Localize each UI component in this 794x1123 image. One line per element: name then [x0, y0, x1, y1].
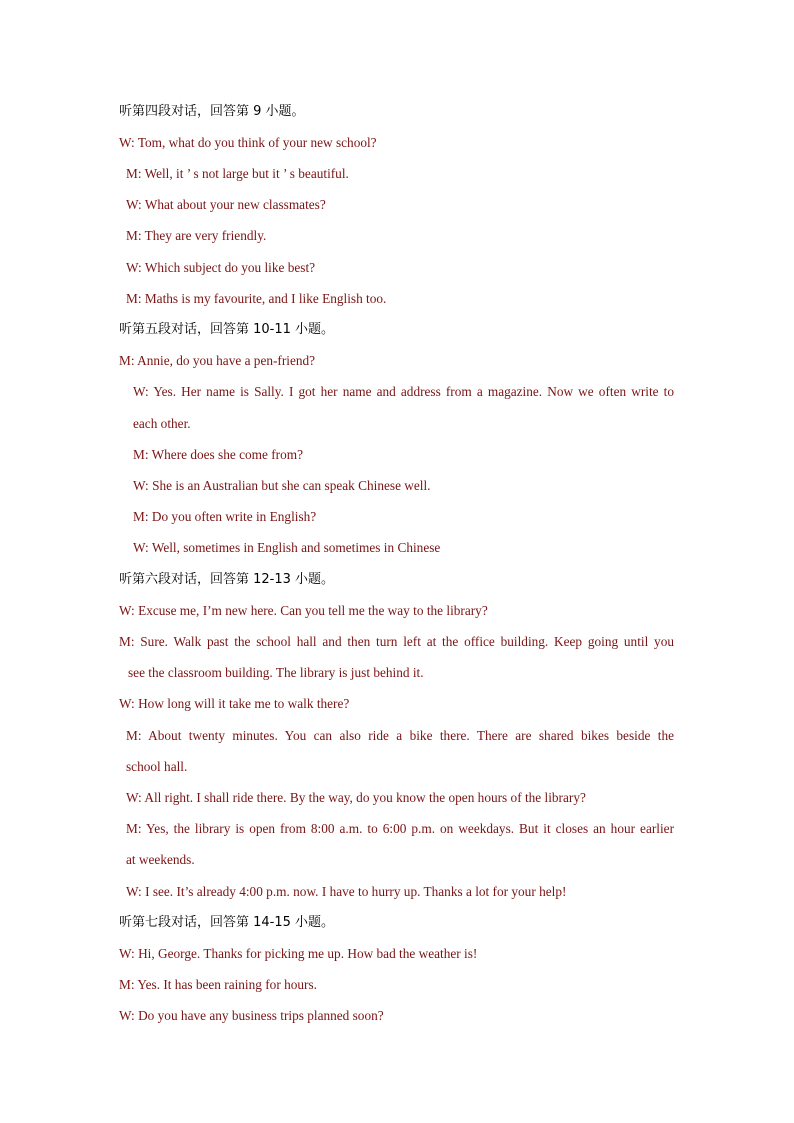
dialogue-line: school hall. [126, 759, 188, 774]
dialogue-line: M: Where does she come from? [133, 447, 303, 462]
dialogue-line: M: Well, it ’ s not large but it ’ s beautiful. [126, 166, 349, 181]
dialogue-line: M: Do you often write in English? [133, 509, 317, 524]
section-heading: 听第六段对话，回答第 12-13 小题。 [119, 572, 335, 587]
section-heading: 听第七段对话，回答第 14-15 小题。 [119, 915, 335, 930]
dialogue-line: M: About twenty minutes. You can also ride a bike there. There are shared bikes beside the [126, 728, 674, 743]
dialogue-line: see the classroom building. The library is just behind it. [128, 665, 424, 680]
dialogue-line: W: Excuse me, I’m new here. Can you tell me the way to the library? [119, 603, 488, 618]
dialogue-line: W: Do you have any business trips planned soon? [119, 1008, 384, 1023]
dialogue-line: M: They are very friendly. [126, 228, 267, 243]
dialogue-line: M: Annie, do you have a pen-friend? [119, 353, 316, 368]
dialogue-line: W: Well, sometimes in English and sometimes in Chinese [133, 540, 441, 555]
dialogue-line: M: Sure. Walk past the school hall and then turn left at the office building. Keep going until you [119, 634, 674, 649]
dialogue-line: W: She is an Australian but she can speak Chinese well. [133, 478, 431, 493]
dialogue-line: each other. [133, 416, 191, 431]
dialogue-line: at weekends. [126, 852, 195, 867]
dialogue-line: W: I see. It’s already 4:00 p.m. now. I have to hurry up. Thanks a lot for your help! [126, 884, 567, 899]
dialogue-line: W: Tom, what do you think of your new school? [119, 135, 377, 150]
dialogue-line: W: What about your new classmates? [126, 197, 326, 212]
dialogue-line: W: All right. I shall ride there. By the way, do you know the open hours of the library? [126, 790, 586, 805]
section-heading: 听第四段对话，回答第 9 小题。 [119, 104, 305, 119]
dialogue-line: M: Yes. It has been raining for hours. [119, 977, 317, 992]
section-heading: 听第五段对话，回答第 10-11 小题。 [119, 322, 335, 337]
dialogue-line: W: How long will it take me to walk there? [119, 696, 350, 711]
dialogue-line: M: Yes, the library is open from 8:00 a.m. to 6:00 p.m. on weekdays. But it closes an hour earlier [126, 821, 674, 836]
dialogue-line: W: Yes. Her name is Sally. I got her name and address from a magazine. Now we often write to [133, 384, 674, 399]
dialogue-line: M: Maths is my favourite, and I like English too. [126, 291, 387, 306]
dialogue-line: W: Which subject do you like best? [126, 260, 316, 275]
dialogue-line: W: Hi, George. Thanks for picking me up. How bad the weather is! [119, 946, 478, 961]
